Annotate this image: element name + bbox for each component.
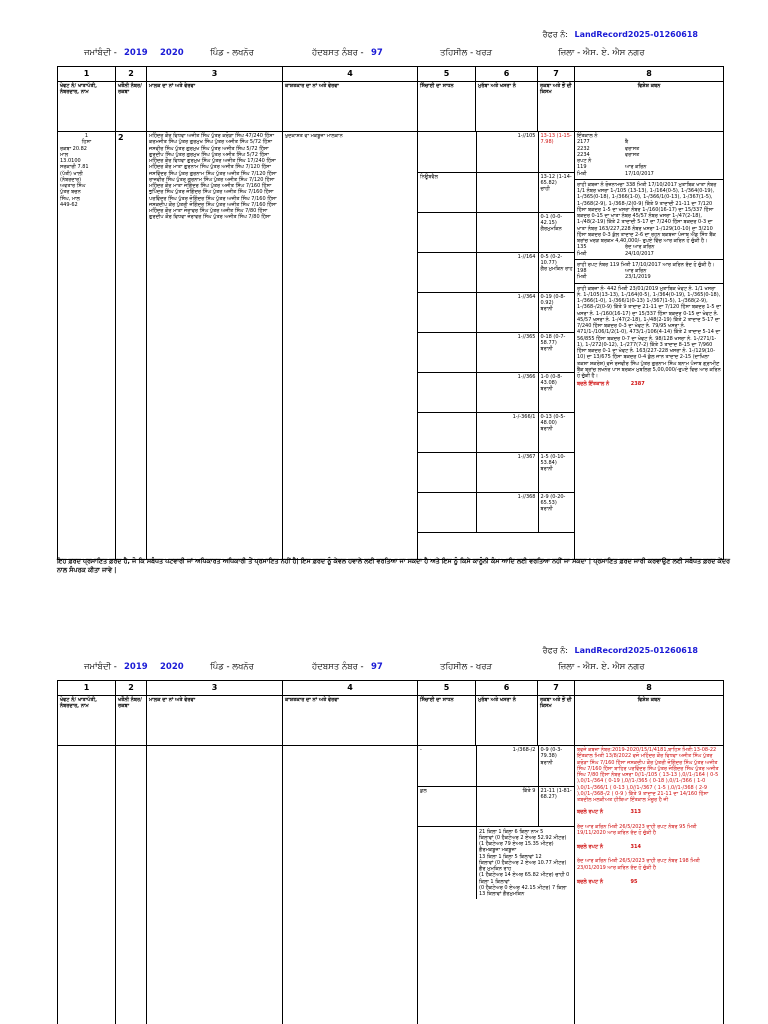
hadbast-label: ਹੱਦਬਸਤ ਨੰਬਰ - [312, 48, 364, 58]
owner-entry: ਮਹਿੰਦਰ ਕੌਰ ਵਿਧਵਾ ਅਜੀਤ ਸਿੰਘ ਪੁੱਤਰ ਕਰੋੜਾ ਸਿੰਘ 47/240 ਹਿੱਸਾ [149, 133, 274, 139]
tehsil-name: ਤਹਿਸੀਲ - ਖਰੜ [440, 662, 493, 672]
khasra-row [418, 212, 575, 252]
col-header-khewat: ਖੇਵਟ ਨੰ/ ਖਾਤਾਪੱਤੀ, ਨੰਬਰਦਾਰ, ਨਾਮ [58, 82, 116, 132]
area-value: 0-5 (0-2-10.77) [540, 253, 563, 266]
irrigation-cell: ਕੁਲ [418, 786, 476, 826]
village-name: ਪਿੰਡ - ਲਖਨੋਰ [210, 48, 254, 58]
khewat-line: ਸਿੰਘ, ਮਾਲ [60, 195, 80, 202]
area-cell [538, 172, 575, 212]
khasra-row [418, 132, 575, 172]
col-header-khatauni: ਖਤੌਨੀ ਨੰਬਰ/ ਰਕਬਾ [116, 82, 147, 132]
owner-entry: ਮਹਿੰਦਰ ਕੌਰ ਮਾਤਾ ਗੁਰਨਾਮ ਸਿੰਘ ਪੁੱਤਰ ਅਜੀਤ ਸਿੰਘ 7/120 ਹਿੱਸਾ [149, 164, 271, 171]
remark-value: ਵਰਾਸਤ [625, 145, 640, 152]
khewat-cell [58, 132, 116, 560]
report-number: 95 [630, 878, 638, 885]
area-cell [538, 786, 575, 826]
khasra-number-cell: 1-/-366/1 [476, 412, 538, 452]
district-name: ਜ਼ਿਲਾ - ਐਸ. ਏ. ਐਸ ਨਗਰ [558, 662, 645, 672]
table-row [58, 132, 724, 560]
table-row [58, 746, 724, 1024]
irrigation-cell [418, 332, 476, 372]
area-value: 1-0 (0-8-43.08) [540, 373, 563, 386]
irrigation-cell [418, 372, 476, 412]
khasra-number-cell: 1-//365 [476, 332, 538, 372]
khasra-row [418, 786, 575, 826]
khewat-line: ਹਿਸਾ [81, 139, 92, 146]
col-header-irrigation: ਸਿੰਚਾਈ ਦਾ ਸਾਧਨ [418, 82, 476, 132]
land-type: ਬਰਾਨੀ [540, 386, 553, 392]
mutation-list [577, 133, 721, 177]
reference-value: LandRecord2025-01260618 [574, 30, 698, 39]
col-header-khasra: ਮੁਰੱਬਾ ਅਤੇ ਖਸਰਾ ਨੰ [476, 696, 538, 746]
khasra-block [418, 132, 575, 560]
irrigation-cell [418, 132, 476, 172]
irrigation-cell [418, 292, 476, 332]
irrigation-cell [418, 412, 476, 452]
district-name: ਜ਼ਿਲਾ - ਐਸ. ਏ. ਐਸ ਨਗਰ [558, 48, 645, 58]
col-number-3: 3 [147, 67, 283, 82]
area-cell [538, 372, 575, 412]
remarks-cell [575, 132, 724, 560]
col-number-8: 8 [575, 681, 724, 696]
hadbast-number: 97 [371, 48, 383, 58]
disclaimer-notice: ਇਹ ਫ਼ਰਦ ਪ੍ਰਮਾਣਿਤ ਫ਼ਰਦ ਹੈ, ਜੋ ਕਿ ਸਬੰਧਤ ਪਟਵਾਰੀ ਜਾਂ ਅਧਿਕਾਰਤ ਅਧਿਕਾਰੀ ਤੋਂ ਪ੍ਰਮਾਣਿਤ ਨਹੀਂ ਹੈ| ਇਸ ਫ਼ਰਦ ਨੂੰ ਕੇਵਲ ਹਵਾਲੇ ਲਈ ਵਰਤਿਆ ਜਾ ਸਕਦਾ ਹੈ ਅਤੇ ਇਸ ਨੂੰ ਕਿਸੇ ਕਾਨੂੰਨੀ ਕੰਮ ਆਦਿ ਲਈ ਵਰਤਿਆ ਨਹੀਂ ਜਾ ਸਕਦਾ | ਪ੍ਰਮਾਣਿਤ ਫ਼ਰਦ ਜਾਰੀ ਕਰਵਾਉਣ ਲਈ ਸਬੰਧਤ ਫ਼ਰਦ ਕੇਂਦਰ ਨਾਲ ਸੰਪਰਕ ਕੀਤਾ ਜਾਵੇ | [57, 558, 730, 574]
col-header-cultivator: ਕਾਸ਼ਤਕਾਰ ਦਾ ਨਾਂ ਅਤੇ ਵੇਰਵਾ [283, 82, 418, 132]
area-value: 13-13 (1-15-7.98) [540, 133, 572, 146]
col-header-khewat: ਖੇਵਟ ਨੰ/ ਖਾਤਾਪੱਤੀ, ਨੰਬਰਦਾਰ, ਨਾਮ [58, 696, 116, 746]
report-number: 313 [630, 809, 641, 816]
reference-label: ਰੈਫਰ ਨੰ: [542, 30, 568, 39]
khewat-cell [58, 746, 116, 1024]
khasra-row [418, 452, 575, 492]
khasra-row [418, 372, 575, 412]
khasra-row [418, 412, 575, 452]
year-end: 2020 [160, 48, 184, 58]
khasra-number-cell: 1-/368-/2 [476, 746, 538, 786]
khewat-line: 1 [84, 133, 89, 139]
report-label: ਬਦਲੇ ਰਪਟ ਨੰ [577, 844, 603, 850]
col-number-2: 2 [116, 681, 147, 696]
col-header-owner: ਮਾਲਕ ਦਾ ਨਾਂ ਅਤੇ ਵੇਰਵਾ [147, 82, 283, 132]
mutation-label: ਬਦਲੇ ਇੰਤਕਾਲ ਨੰ [577, 381, 610, 388]
remark-footer [577, 381, 721, 387]
record-table-2 [57, 680, 724, 1024]
area-cell [538, 212, 575, 252]
remark-key: ਮਿਤੀ [577, 250, 587, 257]
remark-key: 119 [577, 164, 587, 171]
jamabandi-label: ਜਮਾਂਬੰਦੀ - [84, 662, 117, 672]
owner-entry: ਮਹਿੰਦਰ ਕੌਰ ਮਾਤਾ ਜੋਗਿੰਦਰ ਸਿੰਘ ਪੁੱਤਰ ਅਜੀਤ ਸਿੰਘ 7/160 ਹਿੱਸਾ [149, 183, 272, 189]
share-line: (0 ਹੈਕਟੇਅਰ 0 ਏਅਰ 42.15 ਮੀਟਰ) 7 ਕਿਲਾ 13 ਕਿਲਾਵਾਂ ਗੈਰਮੁਮਕਿਨ [479, 884, 567, 897]
remark-key: ਰਪਟ ਨੰ [577, 158, 592, 164]
col-header-cultivator: ਕਾਸ਼ਤਕਾਰ ਦਾ ਨਾਂ ਅਤੇ ਵੇਰਵਾ [283, 696, 418, 746]
report-text: ਰੱਦ ਆਰ ਕਰਿਨ ਮਿਤੀ 26/5/2023 ਰਾਹੀ ਰਪਟ ਨੰਬਰ 198 ਮਿਤੀ 23/01/2019 ਆਰ ਕਰਿਨ ਰੱਦ ਹੋ ਚੁੱਕੀ ਹੈ [577, 858, 700, 871]
irrigation-cell [418, 252, 476, 292]
area-value: 0-18 (0-7-58.77) [540, 333, 566, 346]
owner-entry: ਜਸਵੀਰ ਸਿੰਘ ਪੁੱਤਰ ਗੁਰਮੁਖ ਸਿੰਘ ਪੁੱਤਰ ਅਜੀਤ ਸਿੰਘ 5/72 ਹਿੱਸਾ [149, 145, 269, 152]
remark-key: 198 [577, 268, 587, 274]
owner-entry: ਮਹਿੰਦਰ ਕੌਰ ਮਾਤਾ ਜੋਰਾਵਰ ਸਿੰਘ ਪੁੱਤਰ ਅਜੀਤ ਸਿੰਘ 7/80 ਹਿੱਸਾ [149, 208, 268, 214]
khewat-line: ਸਰਕਾਰੀ 7.81 [60, 164, 89, 171]
owner-entry: ਜਸਕਦੀਪ ਕੌਰ ਪੁੱਤਰੀ ਜੋਗਿੰਦਰ ਸਿੰਘ ਪੁੱਤਰ ਅਜੀਤ ਸਿੰਘ 7/160 ਹਿੱਸਾ [149, 201, 277, 208]
irrigation-cell [418, 492, 476, 532]
area-value: 0-13 (0-5-48.00) [540, 413, 566, 426]
area-value: 13-12 (1-14-65.82) [540, 173, 572, 186]
share-line: 13 ਕਿਲਾ 1 ਕਿਲਾ 5 ਕਿਲਾਵਾਂ 12 [479, 853, 542, 860]
khasra-row [418, 172, 575, 212]
hadbast-number: 97 [371, 662, 383, 672]
khasra-number-cell [476, 172, 538, 212]
khewat-line: 449-62 [60, 201, 78, 208]
remark-key: 2234 [577, 151, 590, 158]
remark-value: 23/1/2019 [625, 274, 651, 281]
col-header-area: ਰਕਬਾ ਅਤੇ ਭੋਂ ਦੀ ਕਿਸਮ [538, 696, 575, 746]
remark-key: 2232 [577, 145, 590, 152]
col-header-khasra: ਮੁਰੱਬਾ ਅਤੇ ਖਸਰਾ ਨੰ [476, 82, 538, 132]
report-number: 314 [630, 844, 641, 850]
owner-cell [147, 132, 283, 560]
irrigation-cell [418, 212, 476, 252]
col-header-irrigation: ਸਿੰਚਾਈ ਦਾ ਸਾਧਨ [418, 696, 476, 746]
area-cell [538, 412, 575, 452]
land-type: ਚਾਹੀ [540, 186, 550, 192]
khatauni-cell: 2 [116, 132, 147, 560]
col-number-4: 4 [283, 681, 418, 696]
khasra-number-cell: ਕਿੱਤੇ 9 [476, 786, 538, 826]
col-number-5: 5 [418, 681, 476, 696]
khewat-line: ਰਕਬਾ 20.82 [60, 145, 87, 152]
col-number-4: 4 [283, 67, 418, 82]
mutation-number: 2387 [630, 381, 645, 388]
remarks-cell [575, 746, 724, 1024]
report-label: ਬਦਲੇ ਰਪਟ ਨੰ [577, 809, 603, 816]
col-number-8: 8 [575, 67, 724, 82]
owner-entry: ਗੁਰਦੀਪ ਸਿੰਘ ਪੁੱਤਰ ਗੁਰਮੁਖ ਸਿੰਘ ਪੁੱਤਰ ਅਜੀਤ ਸਿੰਘ 5/72 ਹਿੱਸਾ [149, 151, 269, 158]
irrigation-cell [418, 452, 476, 492]
remark-value: ਆਰ ਕਰਿਨ [625, 268, 647, 274]
area-value: 2-9 (0-20-65.53) [540, 493, 566, 506]
reference-label: ਰੈਫਰ ਨੰ: [542, 646, 568, 655]
col-number-3: 3 [147, 681, 283, 696]
village-name: ਪਿੰਡ - ਲਖਨੋਰ [210, 662, 254, 672]
report-label: ਬਦਲੇ ਰਪਟ ਨੰ [577, 878, 603, 885]
record-page-2 [0, 640, 768, 1024]
remark-value: 24/10/2017 [625, 250, 654, 257]
year-end: 2020 [160, 662, 184, 672]
khasra-row [418, 292, 575, 332]
area-value: 0-1 (0-0-42.15) [540, 213, 563, 226]
area-value: 0-9 (0-3-79.38) [540, 747, 563, 760]
remark-key: 2177 [577, 139, 590, 146]
report-text: ਰੱਦ ਆਰ ਕਰਿਨ ਮਿਤੀ 26/5/2023 ਰਾਹੀ ਰਪਟ ਨੰਬਰ 95 ਮਿਤੀ 19/11/2020 ਆਰ ਕਰਿਨ ਰੱਦ ਹੋ ਚੁੱਕੀ ਹੈ [577, 823, 697, 836]
remark-pair [577, 171, 721, 177]
tehsil-name: ਤਹਿਸੀਲ - ਖਰੜ [440, 48, 493, 58]
irrigation-cell: - [418, 746, 476, 786]
area-value: 1-5 (0-10-53.84) [540, 453, 566, 466]
khasra-number-cell: 1-//367 [476, 452, 538, 492]
area-value: 0-19 (0-8-0.92) [540, 293, 566, 306]
land-type: ਬਰਾਨੀ [540, 426, 553, 432]
col-header-area: ਰਕਬਾ ਅਤੇ ਭੋਂ ਦੀ ਕਿਸਮ [538, 82, 575, 132]
remark-mortgage: ਰਾਹੀ ਕਬਜ਼ਾ ਨੰ ਰੋਜ਼ਨਾਮਚਾ 338 ਮਿਤੀ 17/10/2017 ਮੁਤਾਬਿਕ ਖਾਤਾ ਨੰਬਰ 1/1 ਨੰਬਰ ਖਸਰਾ 1-/105 (13-13), 1-/164(0-5), 1-/364(0-19), 1-/365(0-18), 1-/366(1-0), 1-/366/1(0-13), 1-/367(1-5), 1-/368(2-9), 1-/368-/2(0-9) ਕਿੱਤੇ 9 ਤਾਦਾਦੀ 21-11 ਦਾ 7/120 ਹਿੱਸਾ ਬਕਦਰ 1-5 ਦਾ ਖਸਰਾ ਨੰਬਰ 1-/160(16-17) ਦਾ 15/337 ਹਿੱਸਾ ਬਕਦਰ 0-15 ਦਾ ਖਾਤਾ ਨੰਬਰ 45/57 ਨੰਬਰ ਖਸਰਾ 1-/47(2-18), 1-/48(2-19) ਕਿੱਤੇ 2 ਤਾਦਾਦੀ 5-17 ਦਾ 7/240 ਹਿੱਸਾ ਬਕਦਰ 0-3 ਦਾ ਖਾਤਾ ਨੰਬਰ 163/227,228 ਨੰਬਰ ਖਸਰਾ 1-/129(10-10) ਦਾ 3/210 ਹਿੱਸਾ ਬਕਦਰ 0-3 ਕੁੱਲ ਤਾਦਾਦ 2-6 ਦਾ ਰਹਨ ਬਕਬਜ਼ਾ ਪੰਜਾਬ ਐਂਡ ਸਿੰਧ ਬੈਂਕ ਬਰਾਂਚ ਖਰੜ ਬਰਕਮ 4,40,000/- ਰੁਪਏ ਵਿੱਚ ਆਰ ਕਰਿਨ ਹੋ ਚੁੱਕੀ ਹੈ। [575, 179, 723, 245]
reference-number [543, 30, 698, 40]
khewat-line: (ਨੰਬਰਦਾਰ) [60, 176, 82, 183]
khewat-line: (ਪੱਤੀ) ਖਾਲੀ [60, 170, 83, 177]
khasra-row [418, 332, 575, 372]
col-header-khatauni: ਖਤੌਨੀ ਨੰਬਰ/ ਰਕਬਾ [116, 696, 147, 746]
reference-value: LandRecord2025-01260618 [574, 646, 698, 655]
khasra-subtable [418, 132, 575, 533]
col-number-1: 1 [58, 67, 116, 82]
remark-value: ਆਰ ਕਰਿਨ [625, 164, 647, 171]
share-line: ਕਿਲਾਵਾਂ (0 ਹੈਕਟੇਅਰ 2 ਏਅਰ 52.92 ਮੀਟਰ) [479, 834, 567, 841]
owner-entry: ਜਸਵਿੰਦਰ ਸਿੰਘ ਪੁੱਤਰ ਗੁਰਨਾਮ ਸਿੰਘ ਪੁੱਤਰ ਅਜੀਤ ਸਿੰਘ 7/120 ਹਿੱਸਾ [149, 170, 277, 177]
report-entry [577, 844, 721, 850]
khewat-line: ਪੁੱਤਰ ਬਚਨ [60, 189, 81, 196]
remark-value: ਰੱਦ ਆਰ ਕਰਿਨ [625, 244, 655, 251]
remark-value: 17/10/2017 [625, 170, 654, 177]
remark-transfer: ਬਵਜੇ ਕਬਜ਼ਾ ਨੰਬਰ:2019-2020/15/1/4181,ਬਾਹਿਸ ਮਿਤੀ:13-08-22 ਇੰਤਕਾਲ ਮਿਤੀ 13/8/2022 ਵਜੋ ਮਹਿੰਦਰ ਕੌਰ ਵਿਧਵਾ ਅਜੀਤ ਸਿੰਘ ਪੁੱਤਰ ਕਰੋੜਾ ਸਿੰਘ 7/160 ਹਿੱਸਾ ਜਸਕਦੀਪ ਕੌਰ ਪੁੱਤਰੀ ਜੋਗਿੰਦਰ ਸਿੰਘ ਪੁੱਤਰ ਅਜੀਤ ਸਿੰਘ 7/160 ਹਿੱਸਾ ਬਾਹਿਰ ਪਰਵਿੰਦਰ ਸਿੰਘ ਪੁੱਤਰ ਜੋਗਿੰਦਰ ਸਿੰਘ ਪੁੱਤਰ ਅਜੀਤ ਸਿੰਘ 7/80 ਹਿੱਸਾ ਨੰਬਰ ਖਸਰਾ 0//1-/105 ( 13-13 ),0//1-/164 ( 0-5 ),0//1-/364 ( 0-19 ),0//1-/365 ( 0-18 ),0//1-/366 ( 1-0 ),0//1-/366/1 ( 0-13 ),0//1-/367 ( 1-5 ),0//1-/368 ( 2-9 ),0//1-/368-/2 ( 0-9 ) ਕਿੱਤੇ 9 ਤਾਦਾਦ 21-11 ਦਾ 14/160 ਹਿੱਸਾ ਤਬਦੀਲ ਮਲਕੀਅਤ ਹੀਬਿਆ ਇੰਤਕਾਲ ਮੰਜ਼ੂਰ ਹੈ ਜੀ [577, 747, 719, 803]
khasra-number-cell [476, 212, 538, 252]
area-cell [538, 746, 575, 786]
khewat-line: ਅਵਤਾਰ ਸਿੰਘ [60, 183, 86, 189]
col-number-5: 5 [418, 67, 476, 82]
khasra-number-cell: 1-//366 [476, 372, 538, 412]
cultivator-cell: ਖੁਦਕਾਸ਼ਤ ਵਾ ਮਕਬੂਜਾ ਮਾਲਕਾਨ [283, 132, 418, 560]
share-summary [476, 827, 574, 900]
khewat-line: 13.0100 [60, 158, 81, 164]
hadbast-label: ਹੱਦਬਸਤ ਨੰਬਰ - [312, 662, 364, 672]
land-type: ਬਰਾਨੀ [540, 506, 553, 512]
remark-key: ਇੰਤਕਾਲ ਨੰ [577, 133, 598, 139]
area-cell [538, 292, 575, 332]
khasra-number-cell: 1-//164 [476, 252, 538, 292]
report-entry [577, 879, 721, 885]
remark-cancel: ਰਾਹੀ ਰਪਟ ਨੰਬਰ 119 ਮਿਤੀ 17/10/2017 ਆਰ ਕਰਿਨ ਰੱਦ ਹੋ ਚੁੱਕੀ ਹੈ। [575, 259, 723, 268]
col-header-remarks: ਵਿਸ਼ੇਸ਼ ਕਥਨ [575, 696, 724, 746]
record-table-1 [57, 66, 724, 560]
owner-entry: ਕਰਮਜੀਤ ਸਿੰਘ ਪੁੱਤਰ ਗੁਰਮੁਖ ਸਿੰਘ ਪੁੱਤਰ ਅਜੀਤ ਸਿੰਘ 5/72 ਹਿੱਸਾ [149, 139, 273, 146]
land-type: ਬਰਾਨੀ [540, 466, 553, 472]
khasra-row [418, 746, 575, 786]
col-number-7: 7 [538, 67, 575, 82]
owner-entry: ਭੁਪਿੰਦਰ ਸਿੰਘ ਪੁੱਤਰ ਜੋਗਿੰਦਰ ਸਿੰਘ ਪੁੱਤਰ ਅਜੀਤ ਸਿੰਘ 7/160 ਹਿੱਸਾ [149, 189, 274, 196]
area-value: 21-11 (1-81-68.27) [540, 787, 572, 800]
share-line: (1 ਹੈਕਟੇਅਰ 14 ਏਅਰ 65.82 ਮੀਟਰ) ਚਾਹੀ 0 ਕਿਲਾ 1 ਕਿਲਾਵਾਂ [479, 872, 570, 885]
col-header-remarks: ਵਿਸ਼ੇਸ਼ ਕਥਨ [575, 82, 724, 132]
area-cell [538, 492, 575, 532]
col-number-6: 6 [476, 67, 538, 82]
khasra-number-cell: 1-//368 [476, 492, 538, 532]
reference-number [543, 646, 698, 656]
year-start: 2019 [124, 48, 148, 58]
khasra-subtable [418, 746, 575, 827]
land-type: ਬਰਾਨੀ [540, 306, 553, 312]
share-line: 21 ਕਿਲਾ 1 ਕਿਲਾ 6 ਕਿਲਾ ਨਾਮ 5 [479, 828, 544, 835]
khatauni-cell [116, 746, 147, 1024]
area-cell [538, 252, 575, 292]
land-type: ਬਰਾਨੀ [540, 759, 553, 766]
jamabandi-label: ਜਮਾਂਬੰਦੀ - [84, 48, 117, 58]
col-number-7: 7 [538, 681, 575, 696]
area-cell [538, 452, 575, 492]
year-start: 2019 [124, 662, 148, 672]
col-number-1: 1 [58, 681, 116, 696]
khasra-block [418, 746, 575, 1024]
khasra-number-cell: 1-//105 [476, 132, 538, 172]
area-cell [538, 332, 575, 372]
khasra-row [418, 252, 575, 292]
share-line: ਕਿਲਾਵਾਂ (0 ਹੈਕਟੇਅਰ 2 ਏਅਰ 10.77 ਮੀਟਰ) ਗੈਰ ਮੁਮਕਿਨ ਰਾਹ [479, 859, 567, 872]
owner-entry: ਗੁਰਦੀਪ ਕੌਰ ਵਿਧਵਾ ਜੋਰਾਵਰ ਸਿੰਘ ਪੁੱਤਰ ਅਜੀਤ ਸਿੰਘ 7/80 ਹਿੱਸਾ [149, 214, 271, 221]
cultivator-cell [283, 746, 418, 1024]
remark-key: ਮਿਤੀ [577, 274, 587, 281]
remark-mortgage-2: ਰਾਹੀ ਕਬਜ਼ਾ ਨੰ- 442 ਮਿਤੀ 23/01/2019 ਮੁਤਾਬਿਕ ਖੇਵਟ ਨੰ. 1/1 ਖਸਰਾ ਨੰ. 1-/105(13-13), 1-/164(0-5), 1-/364(0-19), 1-/365(0-18), 1-/366(1-0), 1-/366/1(0-13) 1-/367(1-5), 1-/368(2-9), 1-/368-/2(0-9) ਕਿੱਤੇ 9 ਤਾਦਾਦ 21-11 ਦਾ 7/120 ਹਿੱਸਾ ਬਕਦਰ 1-5 ਦਾ ਖਸਰਾ ਨੰ. 1-/160(16-17) ਦਾ 15/337 ਹਿੱਸਾ ਬਕਦਰ 0-15 ਦਾ ਖੇਵਟ ਨੰ. 45/57 ਖਸਰਾ ਨੰ. 1-/47(2-18), 1-/48(2-19) ਕਿੱਤੇ 2 ਤਾਦਾਦ 5-17 ਦਾ 7/240 ਹਿੱਸਾ ਬਕਦਰ 0-3 ਦਾ ਖੇਵਟ ਨੰ. 79/95 ਖਸਰਾ ਨੰ. 471/1-/106/1/2(1-0), 473/1-/106(4-14) ਕਿੱਤੇ 2 ਤਾਦਾਦ 5-14 ਦਾ 56/855 ਹਿੱਸਾ ਬਕਦਰ 0-7 ਦਾ ਖੇਵਟ ਨੰ. 98/128 ਖਸਰਾ ਨੰ. 1-/271/1-1), 1-/272(0-12), 1-/277(7-2) ਕਿੱਤੇ 3 ਤਾਦਾਦ 8-15 ਦਾ 7/960 ਹਿੱਸਾ ਬਕਦਰ 0-1 ਦਾ ਖੇਵਟ ਨੰ. 163/227-228 ਖਸਰਾ ਨੰ. 1-/129(10-10) ਦਾ 13/675 ਹਿੱਸਾ ਬਕਦਰ 0-4 ਕੁੱਲ ਜਾਨ ਤਾਦਾਦ 2-15 (ਦਾਖਿਲਾ ਤਕਸ਼ਾ ਸ਼ਕਰੇਸ਼) ਵਜੋ ਰਜਵੀਰ ਸਿੰਘ ਪੁੱਤਰ ਗੁਰਨਾਮ ਸਿੰਘ ਬਨਾਮ ਪੰਜਾਬ ਗ੍ਰਾਮੀਣ ਬੈਂਕ ਬ੍ਰਾਂਚ ਲਖਨੋਰ ਪਾਸ ਬਰਕਮ ਮੁਬਲਿਗ 5,00,000/-ਰੁਪਏ ਵਿਚ ਆਰ ਕਰਿਨ ਹੋ ਚੁੱਕੀ ਹੈ। [575, 283, 723, 380]
land-type: ਗੈਰ ਮੁਮਕਿਨ ਰਾਹ [540, 266, 573, 272]
col-number-2: 2 [116, 67, 147, 82]
land-type: ਗੈਰਮੁਮਕਿਨ [540, 226, 562, 232]
area-cell [538, 132, 575, 172]
khasra-row [418, 492, 575, 532]
owner-entry: ਰਾਜਵੀਰ ਸਿੰਘ ਪੁੱਤਰ ਗੁਰਨਾਮ ਸਿੰਘ ਪੁੱਤਰ ਅਜੀਤ ਸਿੰਘ 7/120 ਹਿੱਸਾ [149, 176, 275, 183]
report-entry [577, 809, 721, 815]
remark-pair [577, 251, 721, 257]
remark-key: ਮਿਤੀ [577, 170, 587, 177]
remark-value: ਵਰਾਸਤ [625, 151, 640, 158]
col-number-6: 6 [476, 681, 538, 696]
owner-cell [147, 746, 283, 1024]
owner-entry: ਮਹਿੰਦਰ ਕੌਰ ਵਿਧਵਾ ਗੁਰਮੁਖ ਸਿੰਘ ਪੁੱਤਰ ਅਜੀਤ ਸਿੰਘ 17/240 ਹਿੱਸਾ [149, 158, 276, 164]
remark-key: 135 [577, 244, 587, 251]
share-line: (1 ਹੈਕਟੇਅਰ 79 ਏਅਰ 15.35 ਮੀਟਰ) ਗੈਰਮਕਬੂਜਾ ਮਕਬੂਜਾ [479, 841, 554, 854]
khasra-number-cell: 1-//364 [476, 292, 538, 332]
col-header-owner: ਮਾਲਕ ਦਾ ਨਾਂ ਅਤੇ ਵੇਰਵਾ [147, 696, 283, 746]
remark-pair [577, 274, 721, 280]
remark-value: ਬੈ [625, 139, 629, 146]
khewat-line: ਮਾਲ [60, 151, 69, 158]
owner-entry: ਪਰਵਿੰਦਰ ਸਿੰਘ ਪੁੱਤਰ ਜੋਗਿੰਦਰ ਸਿੰਘ ਪੁੱਤਰ ਅਜੀਤ ਸਿੰਘ 7/160 ਹਿੱਸਾ [149, 195, 277, 202]
irrigation-cell: ਨਿਊਬਵੈਲ [418, 172, 476, 212]
land-type: ਬਰਾਨੀ [540, 346, 553, 352]
